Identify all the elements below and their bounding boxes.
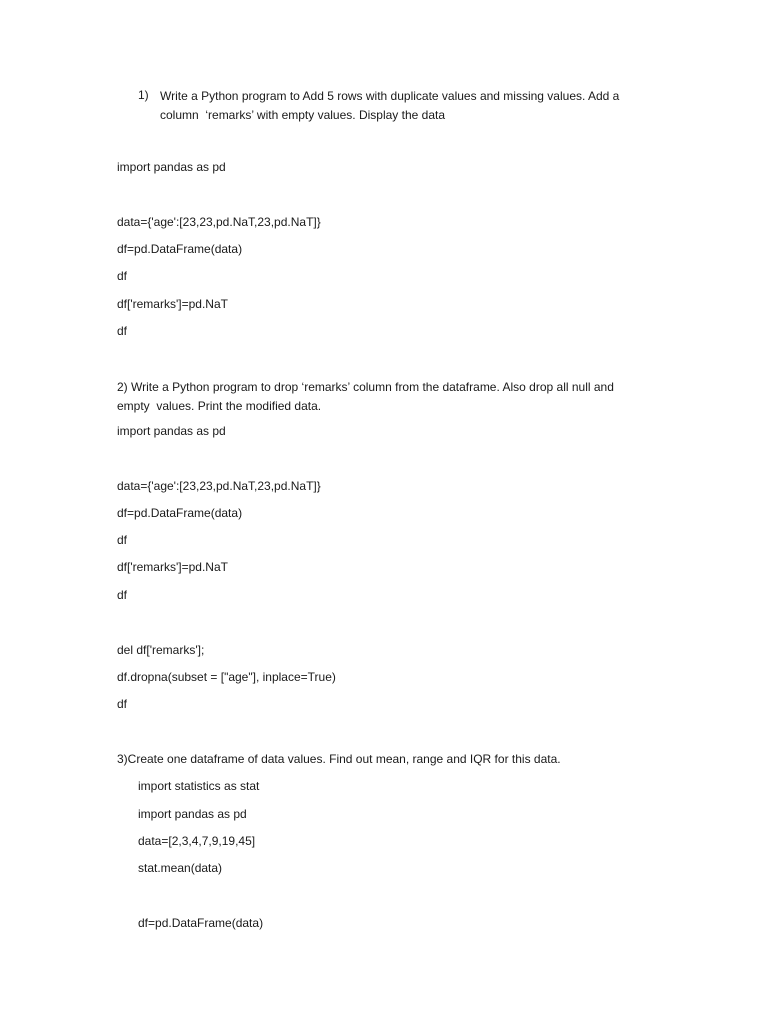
q1-code-line: import pandas as pd (117, 160, 226, 174)
q3-question: 3)Create one dataframe of data values. Find out mean, range and IQR for this data. (117, 752, 561, 766)
q1-code-line: df (117, 324, 128, 338)
q1-number: 1) (138, 88, 149, 102)
q2-code-line: df (117, 697, 128, 711)
q1-question-line-2: column ‘remarks’ with empty values. Display the data (160, 108, 445, 122)
q3-code-line: import statistics as stat (138, 779, 260, 793)
q2-question-line-1: 2) Write a Python program to drop ‘remarks’ column from the dataframe. Also drop all null and (117, 380, 614, 394)
q1-code-line: df (117, 269, 128, 283)
q3-code-line: import pandas as pd (138, 807, 247, 821)
q2-code-line: import pandas as pd (117, 424, 226, 438)
q1-question-line-1: Write a Python program to Add 5 rows with duplicate values and missing values. Add a (160, 89, 620, 103)
q3-code-line: data=[2,3,4,7,9,19,45] (138, 834, 256, 848)
q1-code-line: df=pd.DataFrame(data) (117, 242, 243, 256)
q2-code-line: df (117, 533, 128, 547)
q2-code-line: df=pd.DataFrame(data) (117, 506, 243, 520)
q2-question (117, 378, 647, 416)
q3-code-line: stat.mean(data) (138, 861, 223, 875)
q1-question (160, 87, 630, 125)
q2-code-line: del df['remarks']; (117, 643, 205, 657)
q1-code-line: data={'age':[23,23,pd.NaT,23,pd.NaT]} (117, 215, 321, 229)
q2-question-line-2: empty values. Print the modified data. (117, 399, 322, 413)
q2-code-line: df.dropna(subset = ["age"], inplace=True) (117, 670, 336, 684)
q3-code-line: df=pd.DataFrame(data) (138, 916, 264, 930)
q1-code-line: df['remarks']=pd.NaT (117, 297, 228, 311)
q2-code-line: df (117, 588, 128, 602)
q2-code-line: df['remarks']=pd.NaT (117, 560, 228, 574)
q2-code-line: data={'age':[23,23,pd.NaT,23,pd.NaT]} (117, 479, 321, 493)
